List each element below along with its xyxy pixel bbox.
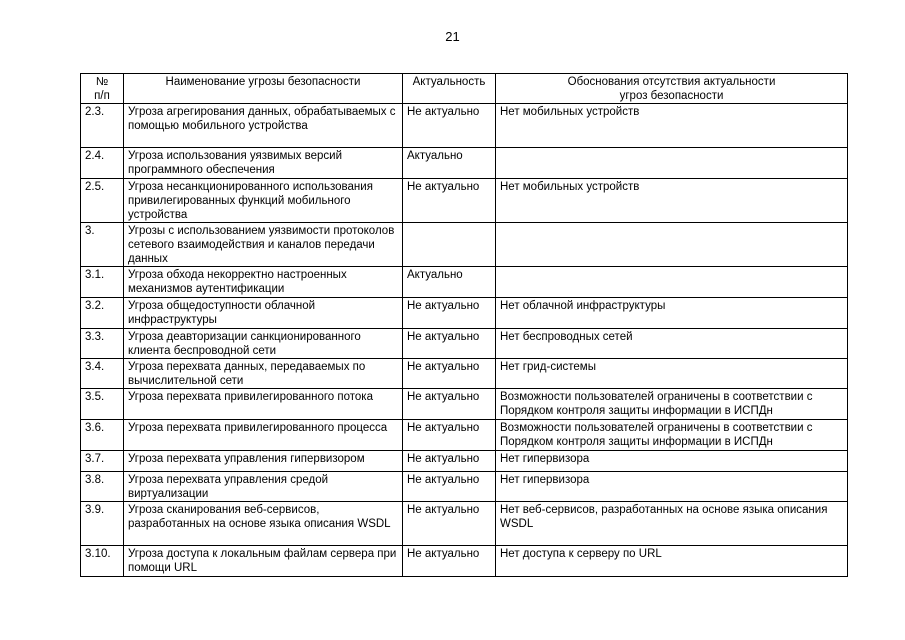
table-row <box>81 546 848 577</box>
cell-actuality: Не актуально <box>403 472 496 502</box>
cell-reason: Нет мобильных устройств <box>496 104 848 148</box>
cell-reason: Нет мобильных устройств <box>496 179 848 223</box>
cell-threat-name: Угроза сканирования веб-сервисов, разработанных на основе языка описания WSDL <box>124 502 403 546</box>
table-body <box>81 104 848 577</box>
cell-number: 2.3. <box>81 104 124 148</box>
table-row <box>81 104 848 148</box>
header-threat-name <box>124 74 403 104</box>
cell-threat-name: Угроза обхода некорректно настроенных механизмов аутентификации <box>124 267 403 298</box>
threats-table <box>80 73 848 577</box>
cell-actuality: Не актуально <box>403 104 496 148</box>
cell-reason: Нет веб-сервисов, разработанных на основе языка описания WSDL <box>496 502 848 546</box>
cell-number: 3.2. <box>81 298 124 329</box>
table-row <box>81 472 848 502</box>
cell-reason: Возможности пользователей ограничены в соответствии с Порядком контроля защиты информации в ИСПДн <box>496 389 848 420</box>
header-actuality <box>403 74 496 104</box>
cell-threat-name: Угроза перехвата привилегированного потока <box>124 389 403 420</box>
cell-threat-name: Угроза перехвата управления гипервизором <box>124 451 403 472</box>
table-row <box>81 451 848 472</box>
cell-threat-name: Угроза доступа к локальным файлам сервера при помощи URL <box>124 546 403 577</box>
cell-reason: Нет доступа к серверу по URL <box>496 546 848 577</box>
cell-actuality: Не актуально <box>403 420 496 451</box>
cell-actuality: Актуально <box>403 148 496 179</box>
cell-actuality: Не актуально <box>403 179 496 223</box>
cell-number: 3.3. <box>81 329 124 359</box>
cell-number: 3.1. <box>81 267 124 298</box>
header-number-line2: п/п <box>94 90 110 102</box>
header-threat-name-text: Наименование угрозы безопасности <box>165 76 361 88</box>
cell-actuality: Не актуально <box>403 451 496 472</box>
table-row <box>81 223 848 267</box>
table-row <box>81 329 848 359</box>
table-header-row <box>81 74 848 104</box>
cell-threat-name: Угроза деавторизации санкционированного клиента беспроводной сети <box>124 329 403 359</box>
cell-number: 3.6. <box>81 420 124 451</box>
cell-threat-name: Угроза перехвата данных, передаваемых по вычислительной сети <box>124 359 403 389</box>
cell-actuality: Не актуально <box>403 359 496 389</box>
table-row <box>81 502 848 546</box>
cell-number: 3. <box>81 223 124 267</box>
cell-reason: Нет грид-системы <box>496 359 848 389</box>
cell-number: 3.5. <box>81 389 124 420</box>
cell-reason <box>496 223 848 267</box>
cell-number: 3.8. <box>81 472 124 502</box>
cell-actuality: Не актуально <box>403 546 496 577</box>
cell-threat-name: Угроза несанкционированного использования привилегированных функций мобильного устройства <box>124 179 403 223</box>
page-number: 21 <box>445 29 460 44</box>
cell-reason: Нет беспроводных сетей <box>496 329 848 359</box>
cell-number: 2.4. <box>81 148 124 179</box>
header-reason-line1: Обоснования отсутствия актуальности <box>567 76 776 88</box>
cell-threat-name: Угроза использования уязвимых версий программного обеспечения <box>124 148 403 179</box>
cell-reason: Нет гипервизора <box>496 451 848 472</box>
cell-actuality: Не актуально <box>403 502 496 546</box>
table-row <box>81 179 848 223</box>
table-row <box>81 298 848 329</box>
table-row <box>81 267 848 298</box>
cell-number: 2.5. <box>81 179 124 223</box>
table-row <box>81 389 848 420</box>
cell-reason: Нет гипервизора <box>496 472 848 502</box>
table-row <box>81 359 848 389</box>
table-row <box>81 148 848 179</box>
header-reason <box>496 74 848 104</box>
cell-reason <box>496 148 848 179</box>
header-reason-line2: угроз безопасности <box>619 90 724 102</box>
cell-number: 3.4. <box>81 359 124 389</box>
cell-actuality: Не актуально <box>403 298 496 329</box>
cell-actuality: Актуально <box>403 267 496 298</box>
table-row <box>81 420 848 451</box>
cell-number: 3.10. <box>81 546 124 577</box>
cell-threat-name: Угроза перехвата привилегированного процесса <box>124 420 403 451</box>
cell-actuality: Не актуально <box>403 329 496 359</box>
cell-number: 3.9. <box>81 502 124 546</box>
header-number-line1: № <box>95 76 109 88</box>
cell-actuality: Не актуально <box>403 389 496 420</box>
cell-reason: Возможности пользователей ограничены в соответствии с Порядком контроля защиты информации в ИСПДн <box>496 420 848 451</box>
cell-reason: Нет облачной инфраструктуры <box>496 298 848 329</box>
header-number <box>81 74 124 104</box>
cell-threat-name: Угроза агрегирования данных, обрабатываемых с помощью мобильного устройства <box>124 104 403 148</box>
cell-threat-name: Угроза общедоступности облачной инфраструктуры <box>124 298 403 329</box>
cell-threat-name: Угрозы с использованием уязвимости протоколов сетевого взаимодействия и каналов передачи данных <box>124 223 403 267</box>
cell-number: 3.7. <box>81 451 124 472</box>
header-actuality-text: Актуальность <box>412 76 486 88</box>
cell-threat-name: Угроза перехвата управления средой виртуализации <box>124 472 403 502</box>
cell-reason <box>496 267 848 298</box>
cell-actuality <box>403 223 496 267</box>
